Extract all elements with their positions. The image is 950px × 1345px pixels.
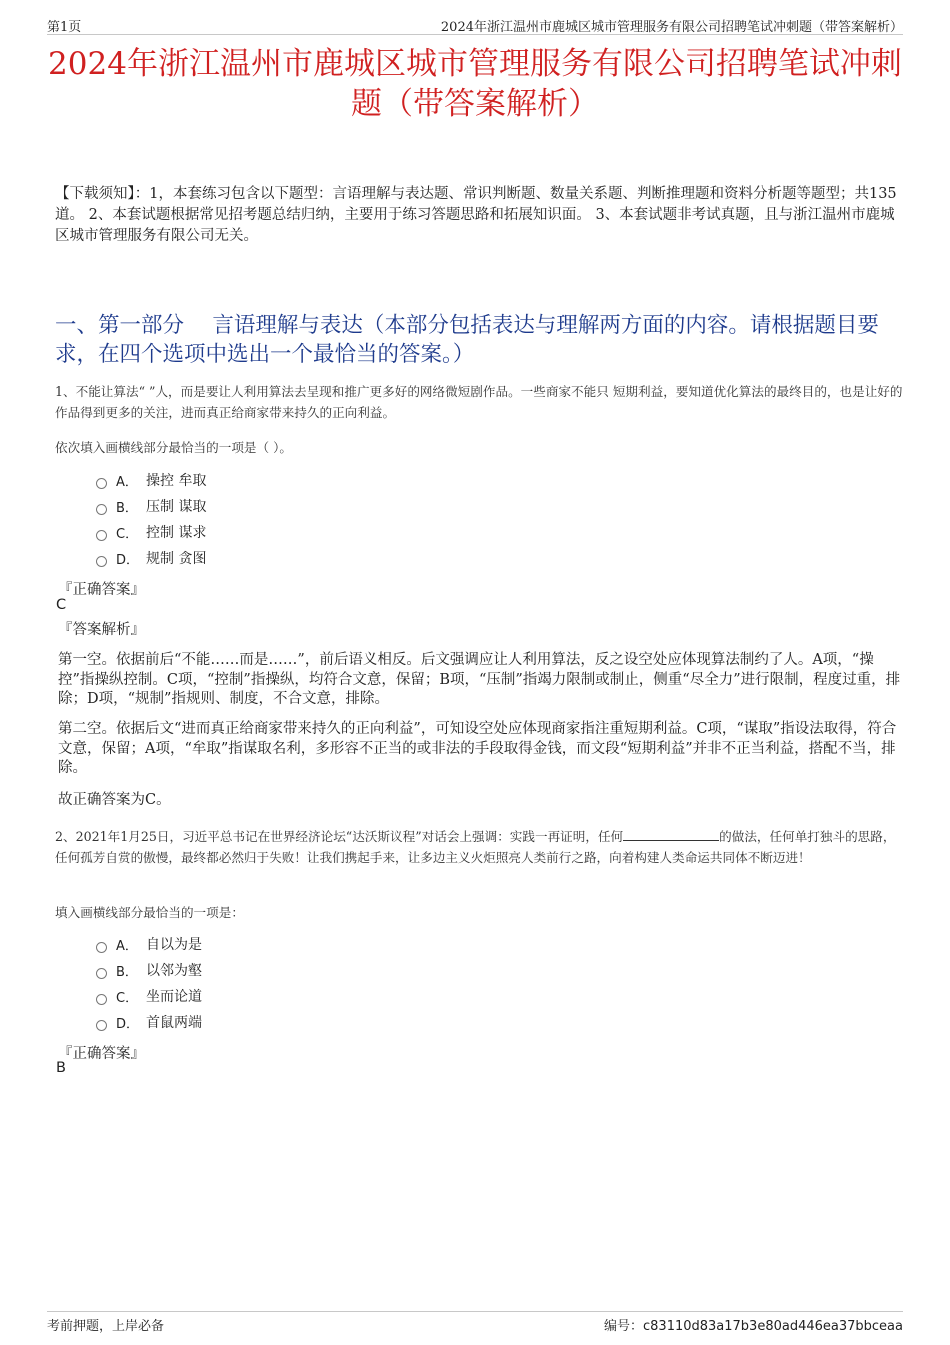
option-c[interactable]: C． 控制 谋求	[96, 519, 206, 545]
document-code: 编号：c83110d83a17b3e80ad446ea37bbceaa	[603, 1319, 903, 1334]
option-b[interactable]: B． 以邻为壑	[96, 957, 202, 983]
question-1-stem: 1、不能让算法“ ”人，而是要让人利用算法去呈现和推广更多好的网络微短剧作品。一些商家不能只 短期利益，要知道优化算法的最终目的，也是让好的作品得到更多的关注，进而真正给商家带来持久的正向利益。	[55, 384, 903, 420]
analysis-paragraph-2: 第二空。依据后文“进而真正给商家带来持久的正向利益”，可知设空处应体现商家指注重短期利益。C项，“谋取”指设法取得，符合文意，保留；A项，“牟取”指谋取名利，多形容不正当的或非法的手段取得金钱，而文段“短期利益”并非不正当利益，搭配不当，排除。	[58, 721, 897, 776]
option-d[interactable]: D． 首鼠两端	[96, 1009, 202, 1035]
option-text: 首鼠两端	[146, 1015, 202, 1031]
radio-icon[interactable]	[96, 556, 107, 567]
analysis-label: 『答案解析』	[58, 622, 145, 638]
option-text: 自以为是	[146, 937, 202, 953]
option-c[interactable]: C． 坐而论道	[96, 983, 202, 1009]
page-footer	[47, 1311, 903, 1334]
section-heading: 一、第一部分 言语理解与表达（本部分包括表达与理解两方面的内容。请根据题目要求，在四个选项中选出一个最恰当的答案。）	[55, 313, 879, 367]
question-1-options	[96, 467, 206, 571]
page-number: 第1页	[47, 20, 82, 35]
option-a[interactable]: A． 自以为是	[96, 931, 202, 957]
correct-answer: B	[56, 1060, 66, 1076]
footer-slogan: 考前押题，上岸必备	[47, 1319, 165, 1334]
analysis-paragraph-1: 第一空。依据前后“不能……而是……”，前后语义相反。后文强调应让人利用算法，反之设空处应体现算法制约了人。A项，“操控”指操纵控制。C项，“控制”指操纵，均符合文意，保留；B项，“压制”指竭力限制或制止，侧重“尽全力”进行限制，程度过重，排除；D项，“规制”指规则、制度，不合文意，排除。	[58, 652, 901, 707]
option-d[interactable]: D． 规制 贪图	[96, 545, 206, 571]
question-2-options	[96, 931, 202, 1035]
option-text: 控制 谋求	[146, 525, 207, 541]
document-title: 2024年浙江温州市鹿城区城市管理服务有限公司招聘笔试冲刺题（带答案解析）	[48, 46, 902, 122]
radio-icon[interactable]	[96, 478, 107, 489]
option-text: 规制 贪图	[146, 551, 207, 567]
radio-icon[interactable]	[96, 968, 107, 979]
radio-icon[interactable]	[96, 942, 107, 953]
question-2-prompt: 填入画横线部分最恰当的一项是：	[55, 905, 244, 920]
page-header	[47, 14, 903, 35]
download-notice: 【下载须知】：1，本套练习包含以下题型：言语理解与表达题、常识判断题、数量关系题、判断推理题和资料分析题等题型；共135道。 2、本套试题根据常见招考题总结归纳，主要用于练习答题思路和拓展知识面。 3、本套试题非考试真题，且与浙江温州市鹿城区城市管理服务有限公司无关。	[55, 186, 897, 244]
option-text: 坐而论道	[146, 989, 202, 1005]
question-1-prompt: 依次填入画横线部分最恰当的一项是（ ）。	[55, 440, 292, 455]
option-b[interactable]: B． 压制 谋取	[96, 493, 206, 519]
question-2-stem: 2、2021年1月25日，习近平总书记在世界经济论坛“达沃斯议程”对话会上强调：实践一再证明，任何 的做法，任何单打独斗的思路，任何孤芳自赏的傲慢，最终都必然归于失败！让我们携起手来，让多边主义火炬照亮人类前行之路，向着构建人类命运共同体不断迈进！	[55, 829, 896, 865]
radio-icon[interactable]	[96, 994, 107, 1005]
radio-icon[interactable]	[96, 504, 107, 515]
analysis-conclusion: 故正确答案为C。	[58, 792, 171, 808]
answer-label: 『正确答案』	[58, 582, 145, 598]
option-a[interactable]: A． 操控 牟取	[96, 467, 206, 493]
fill-blank	[623, 828, 719, 841]
option-text: 压制 谋取	[146, 499, 207, 515]
radio-icon[interactable]	[96, 1020, 107, 1031]
option-text: 操控 牟取	[146, 473, 207, 489]
header-doc-title: 2024年浙江温州市鹿城区城市管理服务有限公司招聘笔试冲刺题（带答案解析）	[440, 20, 903, 35]
correct-answer: C	[56, 597, 67, 613]
radio-icon[interactable]	[96, 530, 107, 541]
answer-label: 『正确答案』	[58, 1046, 145, 1062]
option-text: 以邻为壑	[146, 963, 202, 979]
